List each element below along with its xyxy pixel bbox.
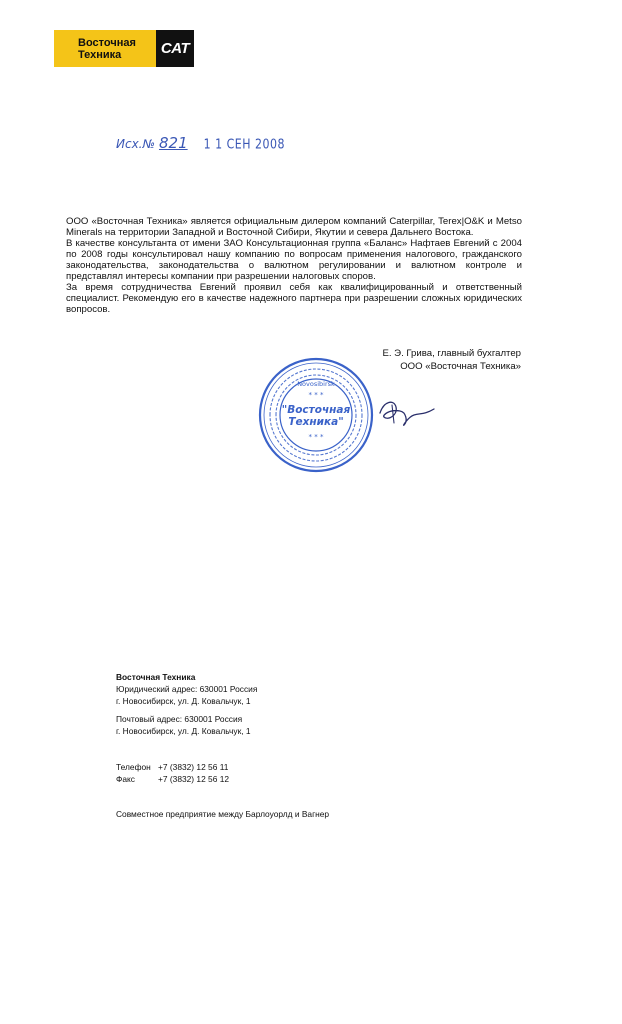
- cat-brand-text: CAT: [160, 40, 190, 57]
- stamp-stars-bottom: * * *: [308, 433, 324, 441]
- stamp-center-line-1: "Восточная: [281, 404, 351, 416]
- company-seal-stamp: [258, 357, 374, 473]
- postal-address-line-1: Почтовый адрес: 630001 Россия: [116, 714, 243, 724]
- footer-contacts: [116, 671, 257, 785]
- cat-logo-icon: [156, 30, 194, 67]
- signatory-company: ООО «Восточная Техника»: [400, 361, 521, 372]
- reference-date: 1 1 СЕН 2008: [203, 136, 286, 153]
- stamp-city-text: Novosibirsk: [297, 380, 335, 388]
- stamp-center-line-2: Техника": [288, 416, 344, 428]
- postal-address-line-2: г. Новосибирск, ул. Д. Ковальчук, 1: [116, 726, 251, 736]
- fax-label: Факс: [116, 774, 135, 784]
- contact-block: [116, 761, 257, 785]
- signatory-name: Е. Э. Грива, главный бухгалтер: [382, 348, 521, 359]
- reference-label: Исх.№: [116, 137, 155, 151]
- logo-text: [78, 37, 156, 61]
- legal-address-line-2: г. Новосибирск, ул. Д. Ковальчук, 1: [116, 696, 251, 706]
- stamp-stars-top: * * *: [308, 391, 324, 399]
- legal-address-line-1: Юридический адрес: 630001 Россия: [116, 684, 258, 694]
- joint-venture-note: Совместное предприятие между Барлоуорлд и Вагнер: [116, 809, 330, 819]
- letter-body: [66, 216, 522, 315]
- footer-company-name: Восточная Техника: [116, 672, 196, 682]
- fax-number: +7 (3832) 12 56 12: [158, 774, 230, 784]
- logo-line-2: Техника: [78, 48, 122, 61]
- phone-number: +7 (3832) 12 56 11: [158, 762, 229, 772]
- reference-number: 821: [158, 134, 188, 152]
- body-paragraph-3: За время сотрудничества Евгений проявил себя как квалифицированный и ответственный специалист. Рекомендую его в качестве надежного партнера при разрешении сложных юридических вопросов.: [66, 282, 522, 315]
- handwritten-signature: [374, 393, 438, 433]
- fax-row: [116, 773, 257, 785]
- body-paragraph-1: ООО «Восточная Техника» является официальным дилером компаний Caterpillar, Terex|O&K и Metso Minerals на территории Западной и Восточной Сибири, Якутии и севера Дальнего Востока.: [66, 216, 522, 238]
- company-logo: [54, 30, 194, 67]
- signatory-block: [382, 347, 521, 373]
- phone-label: Телефон: [116, 762, 151, 772]
- body-paragraph-2: В качестве консультанта от имени ЗАО Консультационная группа «Баланс» Нафтаев Евгений с 2004 по 2008 годы консультировал нашу компанию по вопросам применения налогового, гражданского законодательства, законодательства о валютном регулировании и валютном контроле и представлял интересы компании при разрешении налоговых споров.: [66, 238, 522, 282]
- logo-line-1: Восточная: [78, 36, 136, 49]
- phone-row: [116, 761, 257, 773]
- outgoing-reference: [116, 134, 285, 152]
